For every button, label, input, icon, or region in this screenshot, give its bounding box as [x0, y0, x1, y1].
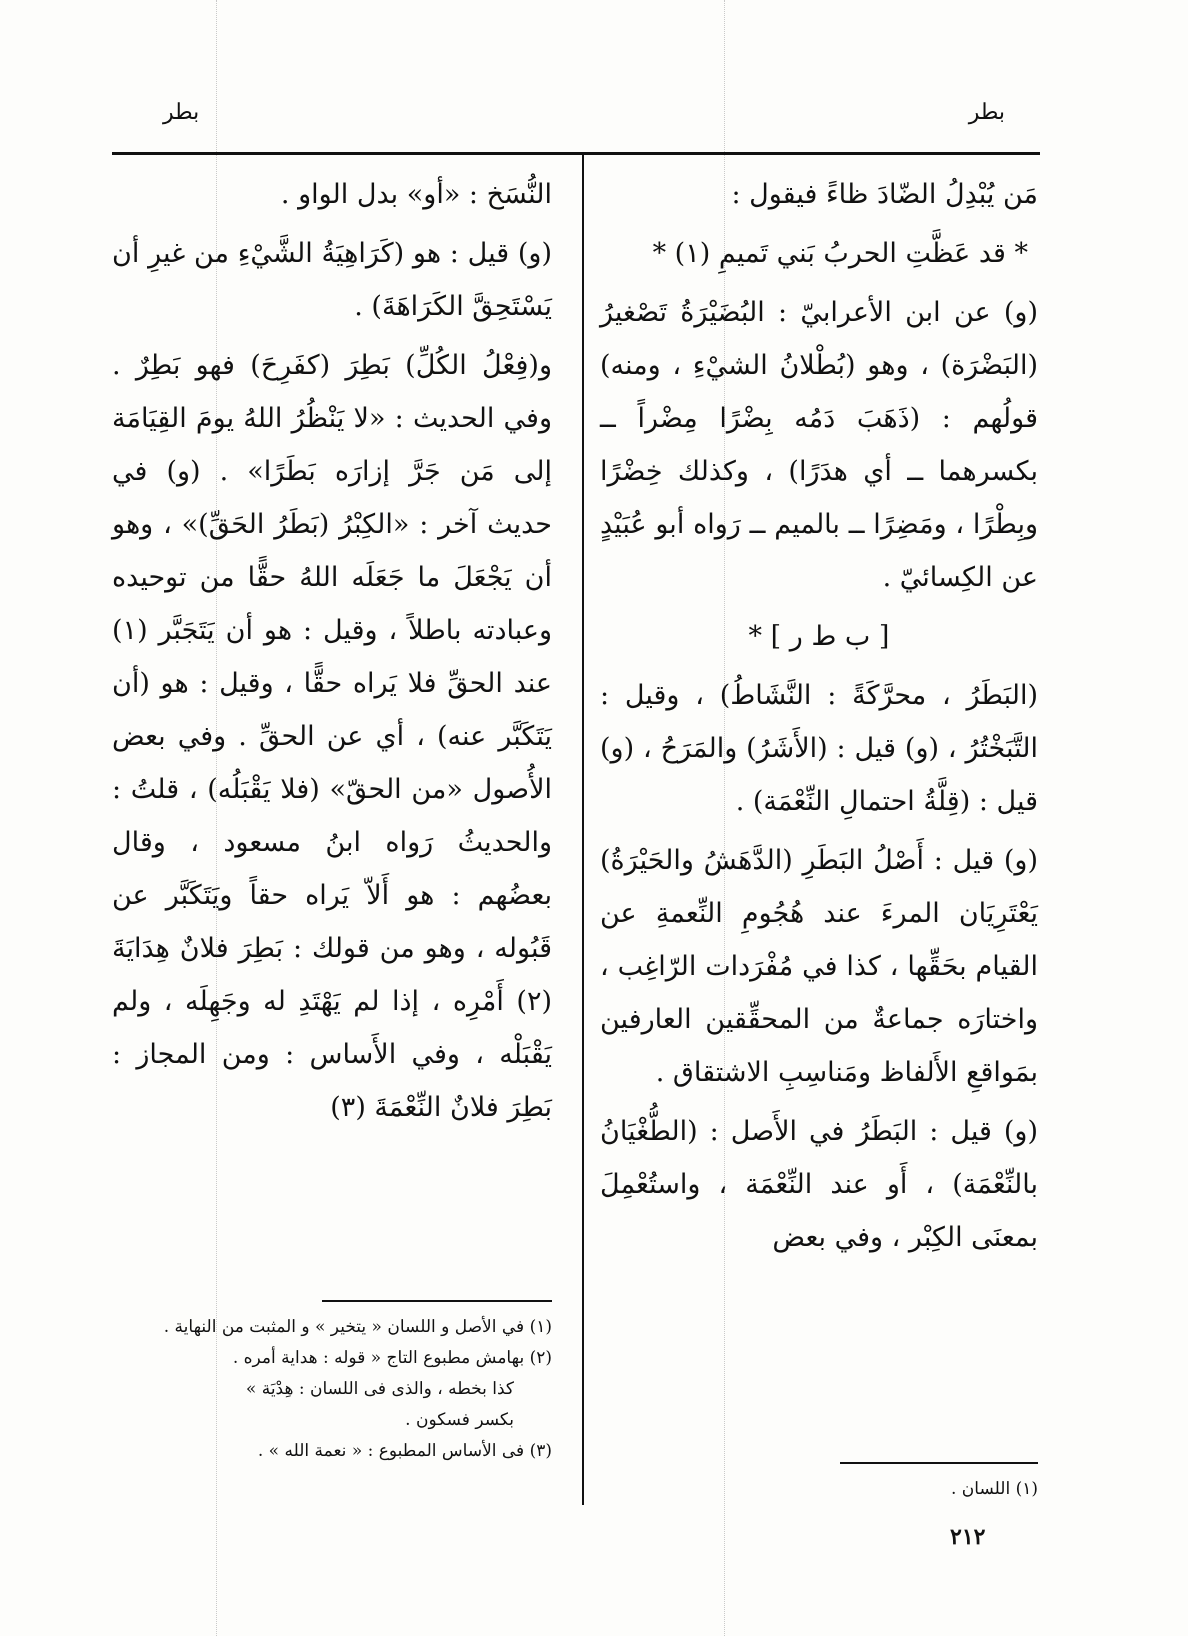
right-column: [600, 168, 1038, 1270]
footnote-rule-right: [840, 1462, 1038, 1464]
paragraph: (و) قيل : هو (كَرَاهِيَةُ الشَّيْءِ من غيرِ أن يَسْتَحِقَّ الكَرَاهَةَ) .: [112, 238, 552, 322]
poem-line: * قد عَظَّتِ الحربُ بَني تَميمِ (١) *: [652, 238, 1028, 269]
footnote-continuation: بكسر فسكون .: [405, 1410, 514, 1430]
footnote-rule-left: [322, 1300, 552, 1302]
footnote: (٢) بهامش مطبوع التاج « قوله : هداية أمره .: [232, 1348, 552, 1368]
running-head-left: بطر: [163, 100, 200, 125]
left-column: [112, 168, 552, 1140]
column-divider: [582, 155, 584, 1505]
paragraph: و(فِعْلُ الكُلِّ) بَطِرَ (كفَرِحَ) فهو بَطِرٌ . وفي الحديث : «لا يَنْظُرُ اللهُ يومَ القِيَامَة إلى مَن جَرَّ إزارَه بَطَرًا» . (و) في حديث آخر : «الكِبْرُ (بَطَرُ الحَقِّ)» ، وهو أن يَجْعَلَ ما جَعَلَه اللهُ حقًّا من توحيده وعبادته باطلاً ، وقيل : هو أن يَتَجَبَّر (١) عند الحقِّ فلا يَراه حقًّا ، وقيل : هو (أن يَتَكَبَّر عنه) ، أي عن الحقِّ . وفي بعض الأُصول «من الحقّ» (فلا يَقْبَلُه) ، قلتُ : والحديثُ رَواه ابنُ مسعود ، وقال بعضُهم : هو أَلاّ يَراه حقاً ويَتَكَبَّر عن قَبُوله ، وهو من قولك : بَطِرَ فلانٌ هِدَايَةَ (٢) أَمْرِه ، إذا لم يَهْتَدِ له وجَهِلَه ، ولم يَقْبَلْه ، وفي الأَساس : ومن المجاز : بَطِرَ فلانٌ النِّعْمَةَ (٣): [112, 350, 552, 1123]
paragraph: النُّسَخ : «أو» بدل الواو .: [280, 179, 552, 210]
footnote: (٣) فى الأساس المطبوع : « نعمة الله » .: [257, 1441, 552, 1461]
entry-heading: [ ب ط ر ] *: [748, 621, 890, 652]
paragraph: (و) عن ابن الأعرابيّ : البُضَيْرَةُ تَصْغيرُ (البَضْرَة) ، وهو (بُطْلانُ الشيْءِ ، ومنه) قولُهم : (ذَهَبَ دَمُه بِضْرًا مِضْراً ــ بكسرهما ــ أي هدَرًا) ، وكذلك خِضْرًا وبِطْرًا ، ومَضِرًا ــ بالميم ــ رَواه أبو عُبَيْدٍ عن الكِسائيّ .: [600, 297, 1038, 593]
running-head-right: بطر: [968, 100, 1005, 125]
footnotes-right: [900, 1474, 1038, 1505]
footnotes-left: [112, 1312, 552, 1467]
header-rule: [112, 152, 1040, 155]
paragraph: مَن يُبْدِلُ الضّادَ ظاءً فيقول :: [731, 179, 1038, 210]
paragraph: (البَطَرُ ، محرَّكَةً : النَّشَاطُ) ، وقيل : التَّبَخْتُرُ ، (و) قيل : (الأَشَرُ) والمَرَحُ ، (و) قيل : (قِلَّةُ احتمالِ النِّعْمَة) .: [600, 680, 1038, 817]
footnote: (١) اللسان .: [951, 1479, 1038, 1499]
footnote: (١) في الأصل و اللسان « يتخير » و المثبت من النهاية .: [163, 1317, 552, 1337]
page-number: ٢١٢: [950, 1524, 986, 1550]
footnote-continuation: كذا بخطه ، والذى فى اللسان : هِدْيَة »: [245, 1379, 514, 1399]
paragraph: (و) قيل : أَصْلُ البَطَرِ (الدَّهَشُ والحَيْرَةُ) يَعْتَرِيَان المرءَ عند هُجُومِ النِّعمةِ عن القيام بحَقِّها ، كذا في مُفْرَدات الرّاغِب ، واختارَه جماعةٌ من المحقِّقين العارفين بمَواقعِ الأَلفاظ ومَناسِبِ الاشتقاق .: [600, 845, 1038, 1088]
paragraph: (و) قيل : البَطَرُ في الأَصل : (الطُّغْيَانُ بالنِّعْمَة) ، أَو عند النِّعْمَة ، واستُعْمِلَ بمعنَى الكِبْر ، وفي بعض: [600, 1116, 1038, 1253]
